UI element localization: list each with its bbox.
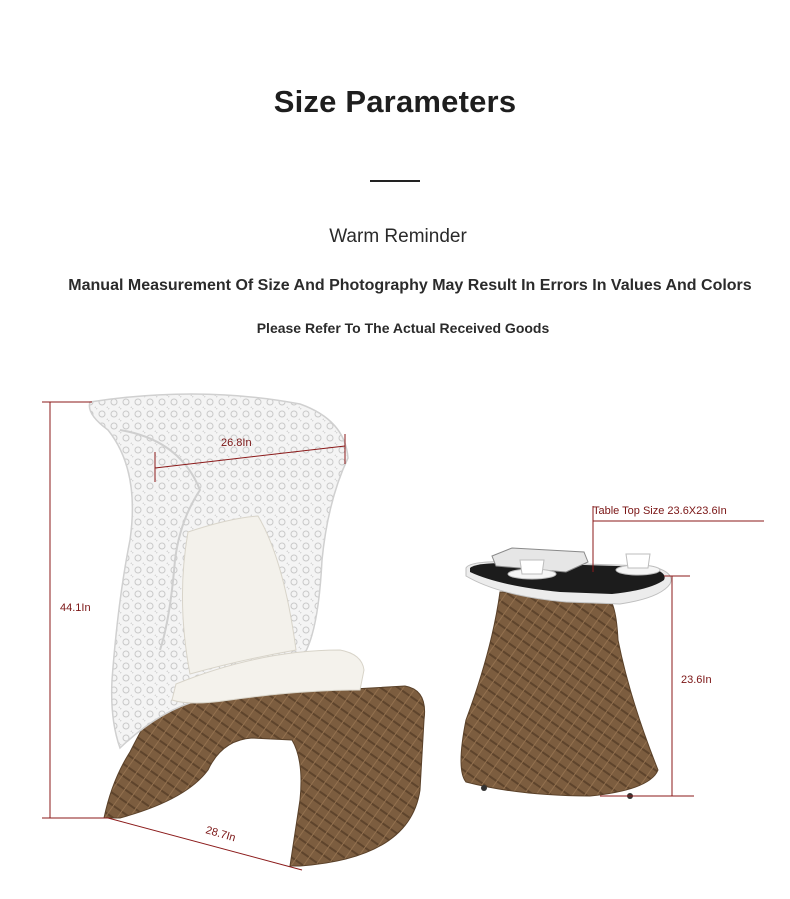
chair-depth-line xyxy=(108,818,302,870)
table-top-label: Table Top Size 23.6X23.6In xyxy=(593,505,727,517)
chair-width-label: 26.8In xyxy=(221,437,252,449)
table-base xyxy=(461,592,658,796)
reminder-line-2: Please Refer To The Actual Received Goods xyxy=(256,320,550,336)
table-illustration xyxy=(461,548,671,799)
table-foot-left xyxy=(481,785,487,791)
chair-height-label: 44.1In xyxy=(60,602,91,614)
table-height-label: 23.6In xyxy=(681,674,712,686)
table-cup-right xyxy=(626,554,650,568)
chair-depth-label: 28.7In xyxy=(204,824,237,845)
reminder-heading: Warm Reminder xyxy=(329,226,467,247)
reminder-line-1: Manual Measurement Of Size And Photography May Result In Errors In Values And Colors xyxy=(68,277,752,294)
page-title: Size Parameters xyxy=(273,84,517,119)
table-cup-left xyxy=(520,560,544,574)
chair-illustration xyxy=(89,394,424,866)
